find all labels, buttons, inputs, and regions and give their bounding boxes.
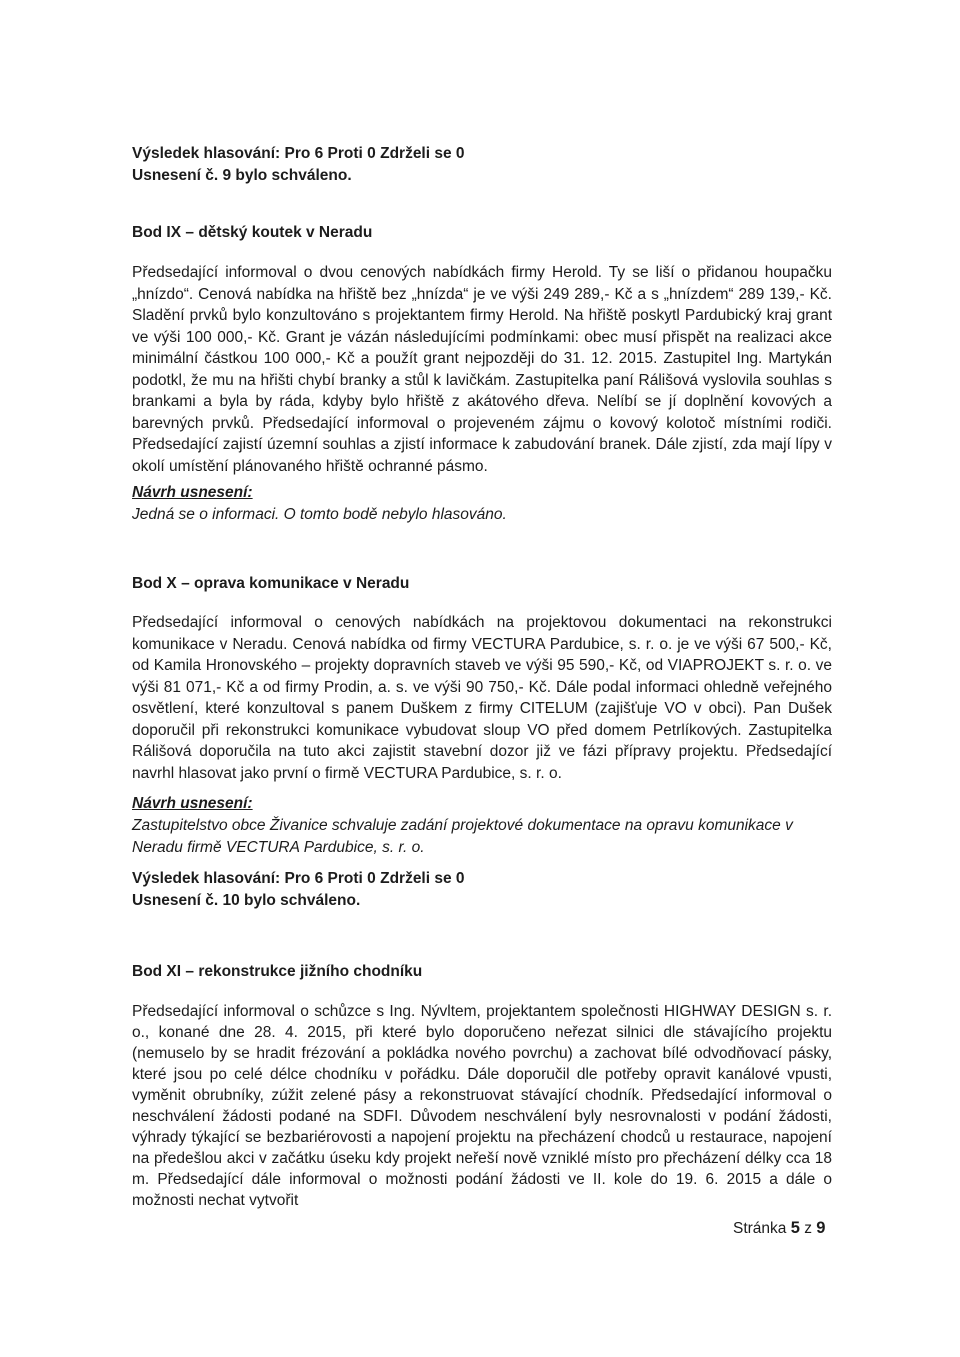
- section-bod-ix: [132, 222, 832, 244]
- section-bod-x-body: [132, 612, 832, 784]
- resolution-line: Usnesení č. 9 bylo schváleno.: [132, 167, 352, 184]
- section-heading: Bod IX – dětský koutek v Neradu: [132, 224, 373, 241]
- section-heading: Bod X – oprava komunikace v Neradu: [132, 575, 410, 592]
- section-heading: Bod XI – rekonstrukce jižního chodníku: [132, 963, 423, 980]
- vote-result-line: Výsledek hlasování: Pro 6 Proti 0 Zdrželi se 0: [132, 145, 465, 162]
- proposal-text: Jedná se o informaci. O tomto bodě nebylo hlasováno.: [132, 506, 507, 523]
- page-number: [733, 1219, 825, 1238]
- page-sep: z: [804, 1220, 812, 1237]
- proposal-label: Návrh usnesení:: [132, 484, 253, 501]
- proposal-label: Návrh usnesení:: [132, 795, 253, 812]
- section-bod-xi-body: [132, 1001, 832, 1211]
- section-paragraph: Předsedající informoval o cenových nabídkách na projektovou dokumentaci na rekonstrukci komunikace v Neradu. Cenová nabídka od firmy VECTURA Pardubice, s. r. o. je ve výši 67 500,- Kč, od Kamila Hronovského – projekty dopravních staveb ve výši 95 590,- Kč, od VIAPROJEKT s. r. o. ve výši 81 071,- Kč a od firmy Prodin, a. s. ve výši 90 750,- Kč. Dále podal informaci ohledně veřejného osvětlení, které konzultoval s panem Duškem z firmy CITELUM (zajišťuje VO v obci). Pan Dušek doporučil při rekonstrukci komunikace vybudovat sloup VO před domem Petrlíkových. Zastupitelka Rálišová doporučila na tuto akci zajistit stavební dozor již ve fázi přípravy projektu. Předsedající navrhl hlasovat jako první o firmě VECTURA Pardubice, s. r. o.: [132, 614, 832, 782]
- page-current: 5: [790, 1219, 800, 1237]
- section-bod-xi: [132, 961, 832, 983]
- section-paragraph: Předsedající informoval o dvou cenových nabídkách firmy Herold. Ty se liší o přidanou houpačku „hnízdo“. Cenová nabídka na hřiště bez „hnízda“ je ve výši 249 289,- Kč a s „hnízdem“ 289 139,- Kč. Sladění prvků bylo konzultováno s projektantem firmy Herold. Na hřiště poskytl Pardubický kraj grant ve výši 100 000,- Kč. Grant je vázán následujícími podmínkami: obec musí přispět na realizaci akce minimální částkou 100 000,- Kč a použít grant nejpozději do 31. 12. 2015. Zastupitel Ing. Martykán podotkl, že mu na hřišti chybí branky a stůl k lavičkám. Zastupitelka paní Rálišová vyslovila souhlas s brankami a byla by ráda, kdyby bylo hřiště z akátového dřeva. Nelíbí se jí doplnění kovových a barevných prvků. Předsedající informoval o projeveném zájmu o kovový kolotoč místními rodiči. Předsedající zajistí územní souhlas a zjistí informace k zabudování branek. Dále zjistí, zda mají lípy v okolí umístění plánovaného hřiště ochranné pásmo.: [132, 264, 832, 475]
- page-word: Stránka: [733, 1220, 787, 1237]
- vote-result-10: [132, 868, 832, 912]
- proposal-bod-ix: [132, 482, 832, 526]
- page-total: 9: [816, 1219, 826, 1237]
- section-paragraph: Předsedající informoval o schůzce s Ing. Nývltem, projektantem společnosti HIGHWAY DESIGN s. r. o., konané dne 28. 4. 2015, při které bylo doporučeno neřezat silnici dle stávajícího projektu (nemuselo by se hradit frézování a pokládka nového povrchu) a zachovat bílé odvodňovací pásky, které jsou po celé délce chodníku v pořádku. Dále doporučil dle potřeby opravit kanálové vpusti, vyměnit obrubníky, zúžit zelené pásy a rekonstruovat stávající chodník. Předsedající informoval o neschválení žádosti podané na SDFI. Důvodem neschválení byly nesrovnalosti v podání žádosti, výhrady týkající se bezbariérovosti a napojení projektu na přecházení chodců u restaurace, napojení na předešlou akci v začátku úseku kdy projekt neřeší nově vzniklé místo pro přecházení délky cca 18 m. Předsedající dále informoval o možnosti podání žádosti ve II. kole do 19. 6. 2015 a dále o možnosti nechat vytvořit: [132, 1003, 832, 1209]
- vote-result-line: Výsledek hlasování: Pro 6 Proti 0 Zdrželi se 0: [132, 870, 465, 887]
- vote-result-9: [132, 143, 832, 187]
- section-bod-ix-body: [132, 262, 832, 477]
- resolution-line: Usnesení č. 10 bylo schváleno.: [132, 892, 361, 909]
- section-bod-x: [132, 573, 832, 595]
- proposal-bod-x: [132, 793, 832, 859]
- proposal-text: Zastupitelstvo obce Živanice schvaluje zadání projektové dokumentace na opravu komunikace v Neradu firmě VECTURA Pardubice, s. r. o.: [132, 817, 793, 856]
